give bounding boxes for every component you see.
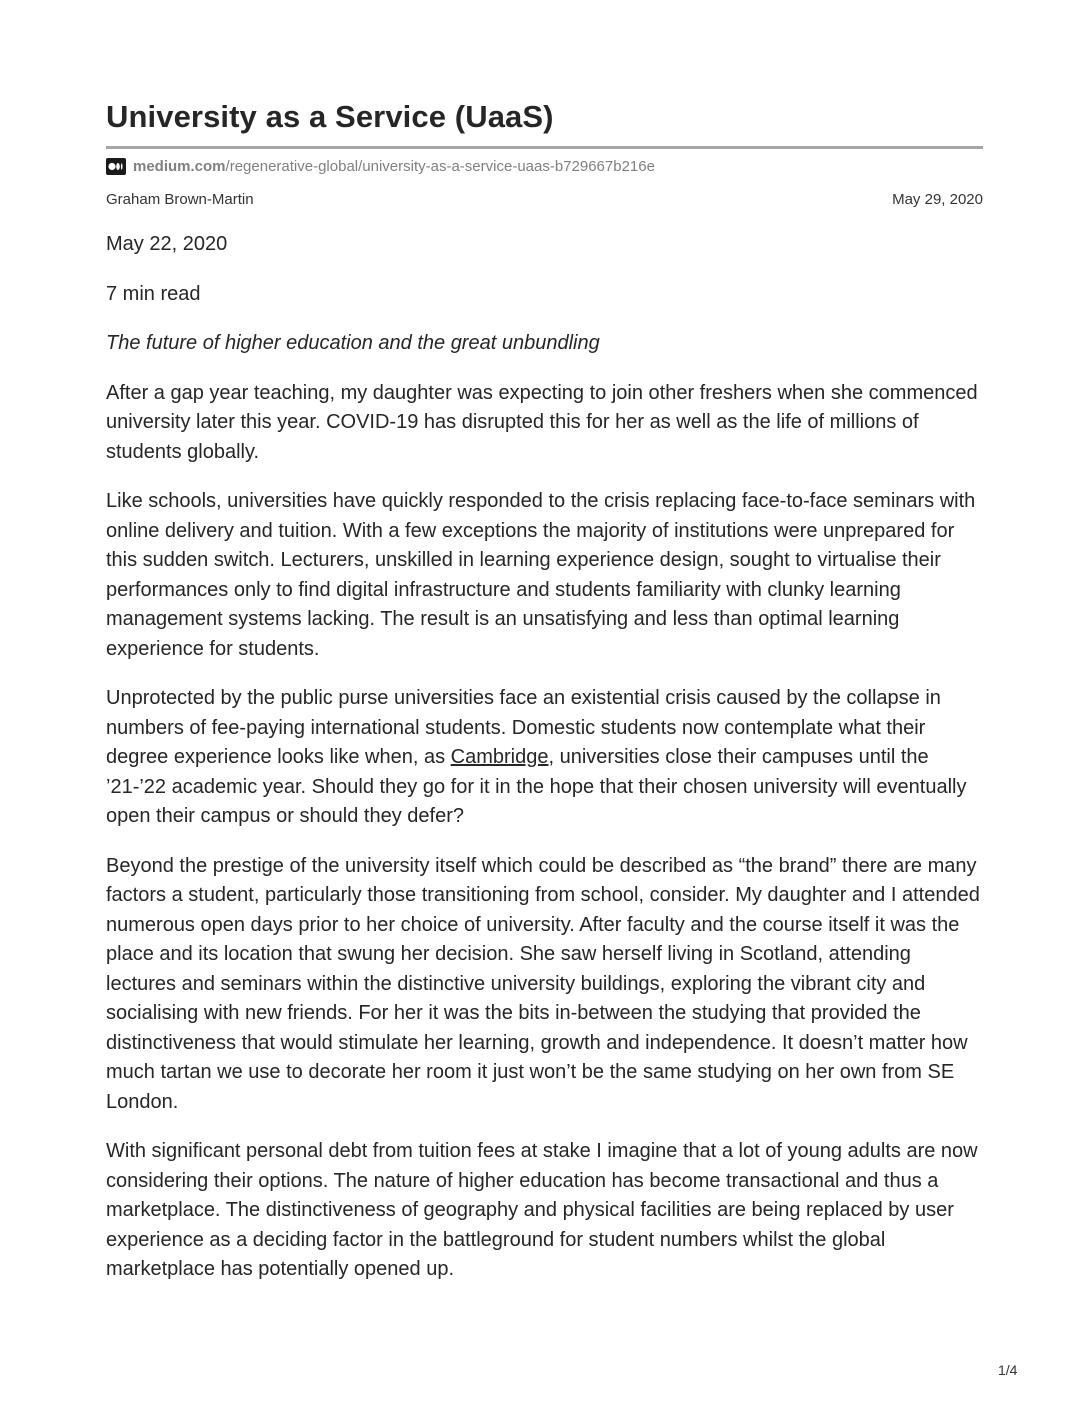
article-subtitle: The future of higher education and the great unbundling: [106, 332, 600, 354]
source-domain: medium.com: [133, 157, 226, 175]
read-time: 7 min read: [106, 282, 201, 305]
source-line: [106, 156, 655, 176]
paragraph-3-text-start: Unprotected by the public purse universities face an existential crisis caused by the collapse in numbers of fee-paying international students. Domestic students now contemplate what their degree experience looks like when, as: [106, 687, 941, 768]
source-url[interactable]: [133, 158, 655, 175]
medium-logo-icon: [106, 158, 126, 175]
paragraph-2: Like schools, universities have quickly responded to the crisis replacing face-to-face seminars with online delivery and tuition. With a few exceptions the majority of institutions were unprepared for this sudden switch. Lecturers, unskilled in learning experience design, sought to virtualise their performances only to find digital infrastructure and students familiarity with clunky learning management systems lacking. The result is an unsatisfying and less than optimal learning experience for students.: [106, 490, 976, 660]
published-date: May 22, 2020: [106, 233, 228, 255]
article-body: [106, 230, 983, 1305]
paragraph-3-text-end: , universities close their campuses until the ’21-’22 academic year. Should they go for it in the hope that their chosen university will eventually open their campus or should they defer?: [106, 746, 967, 827]
title-divider: [106, 146, 983, 149]
source-path: /regenerative-global/university-as-a-service-uaas-b729667b216e: [225, 157, 655, 175]
article-title: University as a Service (UaaS): [106, 99, 554, 134]
paragraph-1: After a gap year teaching, my daughter was expecting to join other freshers when she commenced university later this year. COVID-19 has disrupted this for her as well as the life of millions of students globally.: [106, 381, 978, 463]
paragraph-4: Beyond the prestige of the university itself which could be described as “the brand” there are many factors a student, particularly those transitioning from school, consider. My daughter and I attended numerous open days prior to her choice of university. After faculty and the course itself it was the place and its location that swung her decision. She saw herself living in Scotland, attending lectures and seminars within the distinctive university buildings, exploring the vibrant city and socialising with new friends. For her it was the bits in-between the studying that provided the distinctiveness that would stimulate her learning, growth and independence. It doesn’t matter how much tartan we use to decorate her room it just won’t be the same studying on her own from SE London.: [106, 854, 980, 1113]
paragraph-5: With significant personal debt from tuition fees at stake I imagine that a lot of young adults are now considering their options. The nature of higher education has become transactional and thus a marketplace. The distinctiveness of geography and physical facilities are being replaced by user experience as a deciding factor in the battleground for student numbers whilst the global marketplace has potentially opened up.: [106, 1140, 978, 1280]
saved-date: May 29, 2020: [892, 191, 983, 208]
author-name: Graham Brown-Martin: [106, 191, 254, 208]
cambridge-link[interactable]: Cambridge: [450, 746, 549, 768]
page-number: 1/4: [998, 1362, 1018, 1378]
article-meta: [106, 191, 983, 208]
paragraph-3: [106, 684, 983, 832]
